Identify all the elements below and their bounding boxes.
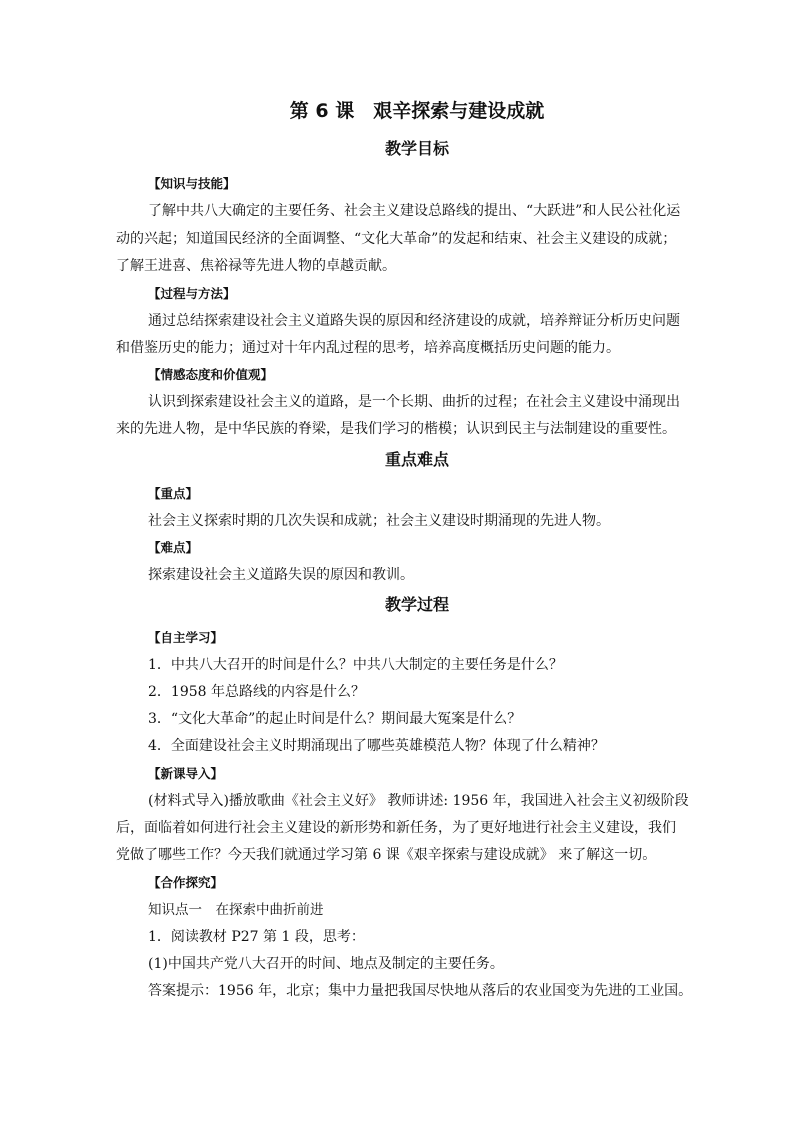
method-line-2: 和借鉴历史的能力；通过对十年内乱过程的思考，培养高度概括历史问题的能力。 <box>116 340 620 356</box>
label-method: 【过程与方法】 <box>148 286 236 301</box>
section-heading-goals: 教学目标 <box>384 139 449 158</box>
coop-answer-1: 答案提示：1956 年，北京；集中力量把我国尽快地从落后的农业国变为先进的工业国。 <box>148 983 693 999</box>
knowledge-line-2: 动的兴起；知道国民经济的全面调整、“文化大革命”的发起和结束、社会主义建设的成就； <box>116 231 677 247</box>
label-coop: 【合作探究】 <box>148 875 224 890</box>
emotion-line-2: 来的先进人物，是中华民族的脊梁，是我们学习的楷模；认识到民主与法制建设的重要性。 <box>116 421 676 437</box>
coop-question-1: (1)中国共产党八大召开的时间、地点及制定的主要任务。 <box>148 956 504 972</box>
section-heading-keypoints: 重点难点 <box>384 450 449 469</box>
intro-line-3: 党做了哪些工作？今天我们就通过学习第 6 课《艰辛探索与建设成就》 来了解这一切。 <box>116 847 657 863</box>
intro-line-2: 后，面临着如何进行社会主义建设的新形势和新任务，为了更好地进行社会主义建设，我们 <box>116 820 676 836</box>
section-heading-process: 教学过程 <box>384 595 449 614</box>
page-title: 第 6 课 艰辛探索与建设成就 <box>289 100 545 122</box>
knowledge-line-3: 了解王进喜、焦裕禄等先进人物的卓越贡献。 <box>116 258 396 274</box>
label-selfstudy: 【自主学习】 <box>148 630 224 645</box>
question-2: 2．1958 年总路线的内容是什么？ <box>148 684 365 700</box>
coop-step-1: 1．阅读教材 P27 第 1 段，思考： <box>148 929 365 945</box>
question-4: 4．全面建设社会主义时期涌现出了哪些英雄模范人物？体现了什么精神？ <box>148 738 605 754</box>
label-emotion: 【情感态度和价值观】 <box>148 367 274 382</box>
question-3: 3．“文化大革命”的起止时间是什么？期间最大冤案是什么？ <box>148 711 522 727</box>
knowledge-point-1-heading: 知识点一 在探索中曲折前进 <box>148 902 324 918</box>
difficult-text: 探索建设社会主义道路失误的原因和教训。 <box>148 567 414 583</box>
label-difficult: 【难点】 <box>148 540 199 555</box>
label-key: 【重点】 <box>148 486 199 501</box>
knowledge-line-1: 了解中共八大确定的主要任务、社会主义建设总路线的提出、“大跃进”和人民公社化运 <box>148 203 681 219</box>
label-intro: 【新课导入】 <box>148 766 224 781</box>
intro-line-1: (材料式导入)播放歌曲《社会主义好》 教师讲述: 1956 年，我国进入社会主义初级阶段 <box>148 793 689 809</box>
label-knowledge: 【知识与技能】 <box>148 176 236 191</box>
emotion-line-1: 认识到探索建设社会主义的道路，是一个长期、曲折的过程；在社会主义建设中涌现出 <box>148 394 680 410</box>
question-1: 1．中共八大召开的时间是什么？中共八大制定的主要任务是什么？ <box>148 657 563 673</box>
key-text: 社会主义探索时期的几次失误和成就；社会主义建设时期涌现的先进人物。 <box>148 513 610 529</box>
method-line-1: 通过总结探索建设社会主义道路失误的原因和经济建设的成就，培养辩证分析历史问题 <box>148 313 680 329</box>
